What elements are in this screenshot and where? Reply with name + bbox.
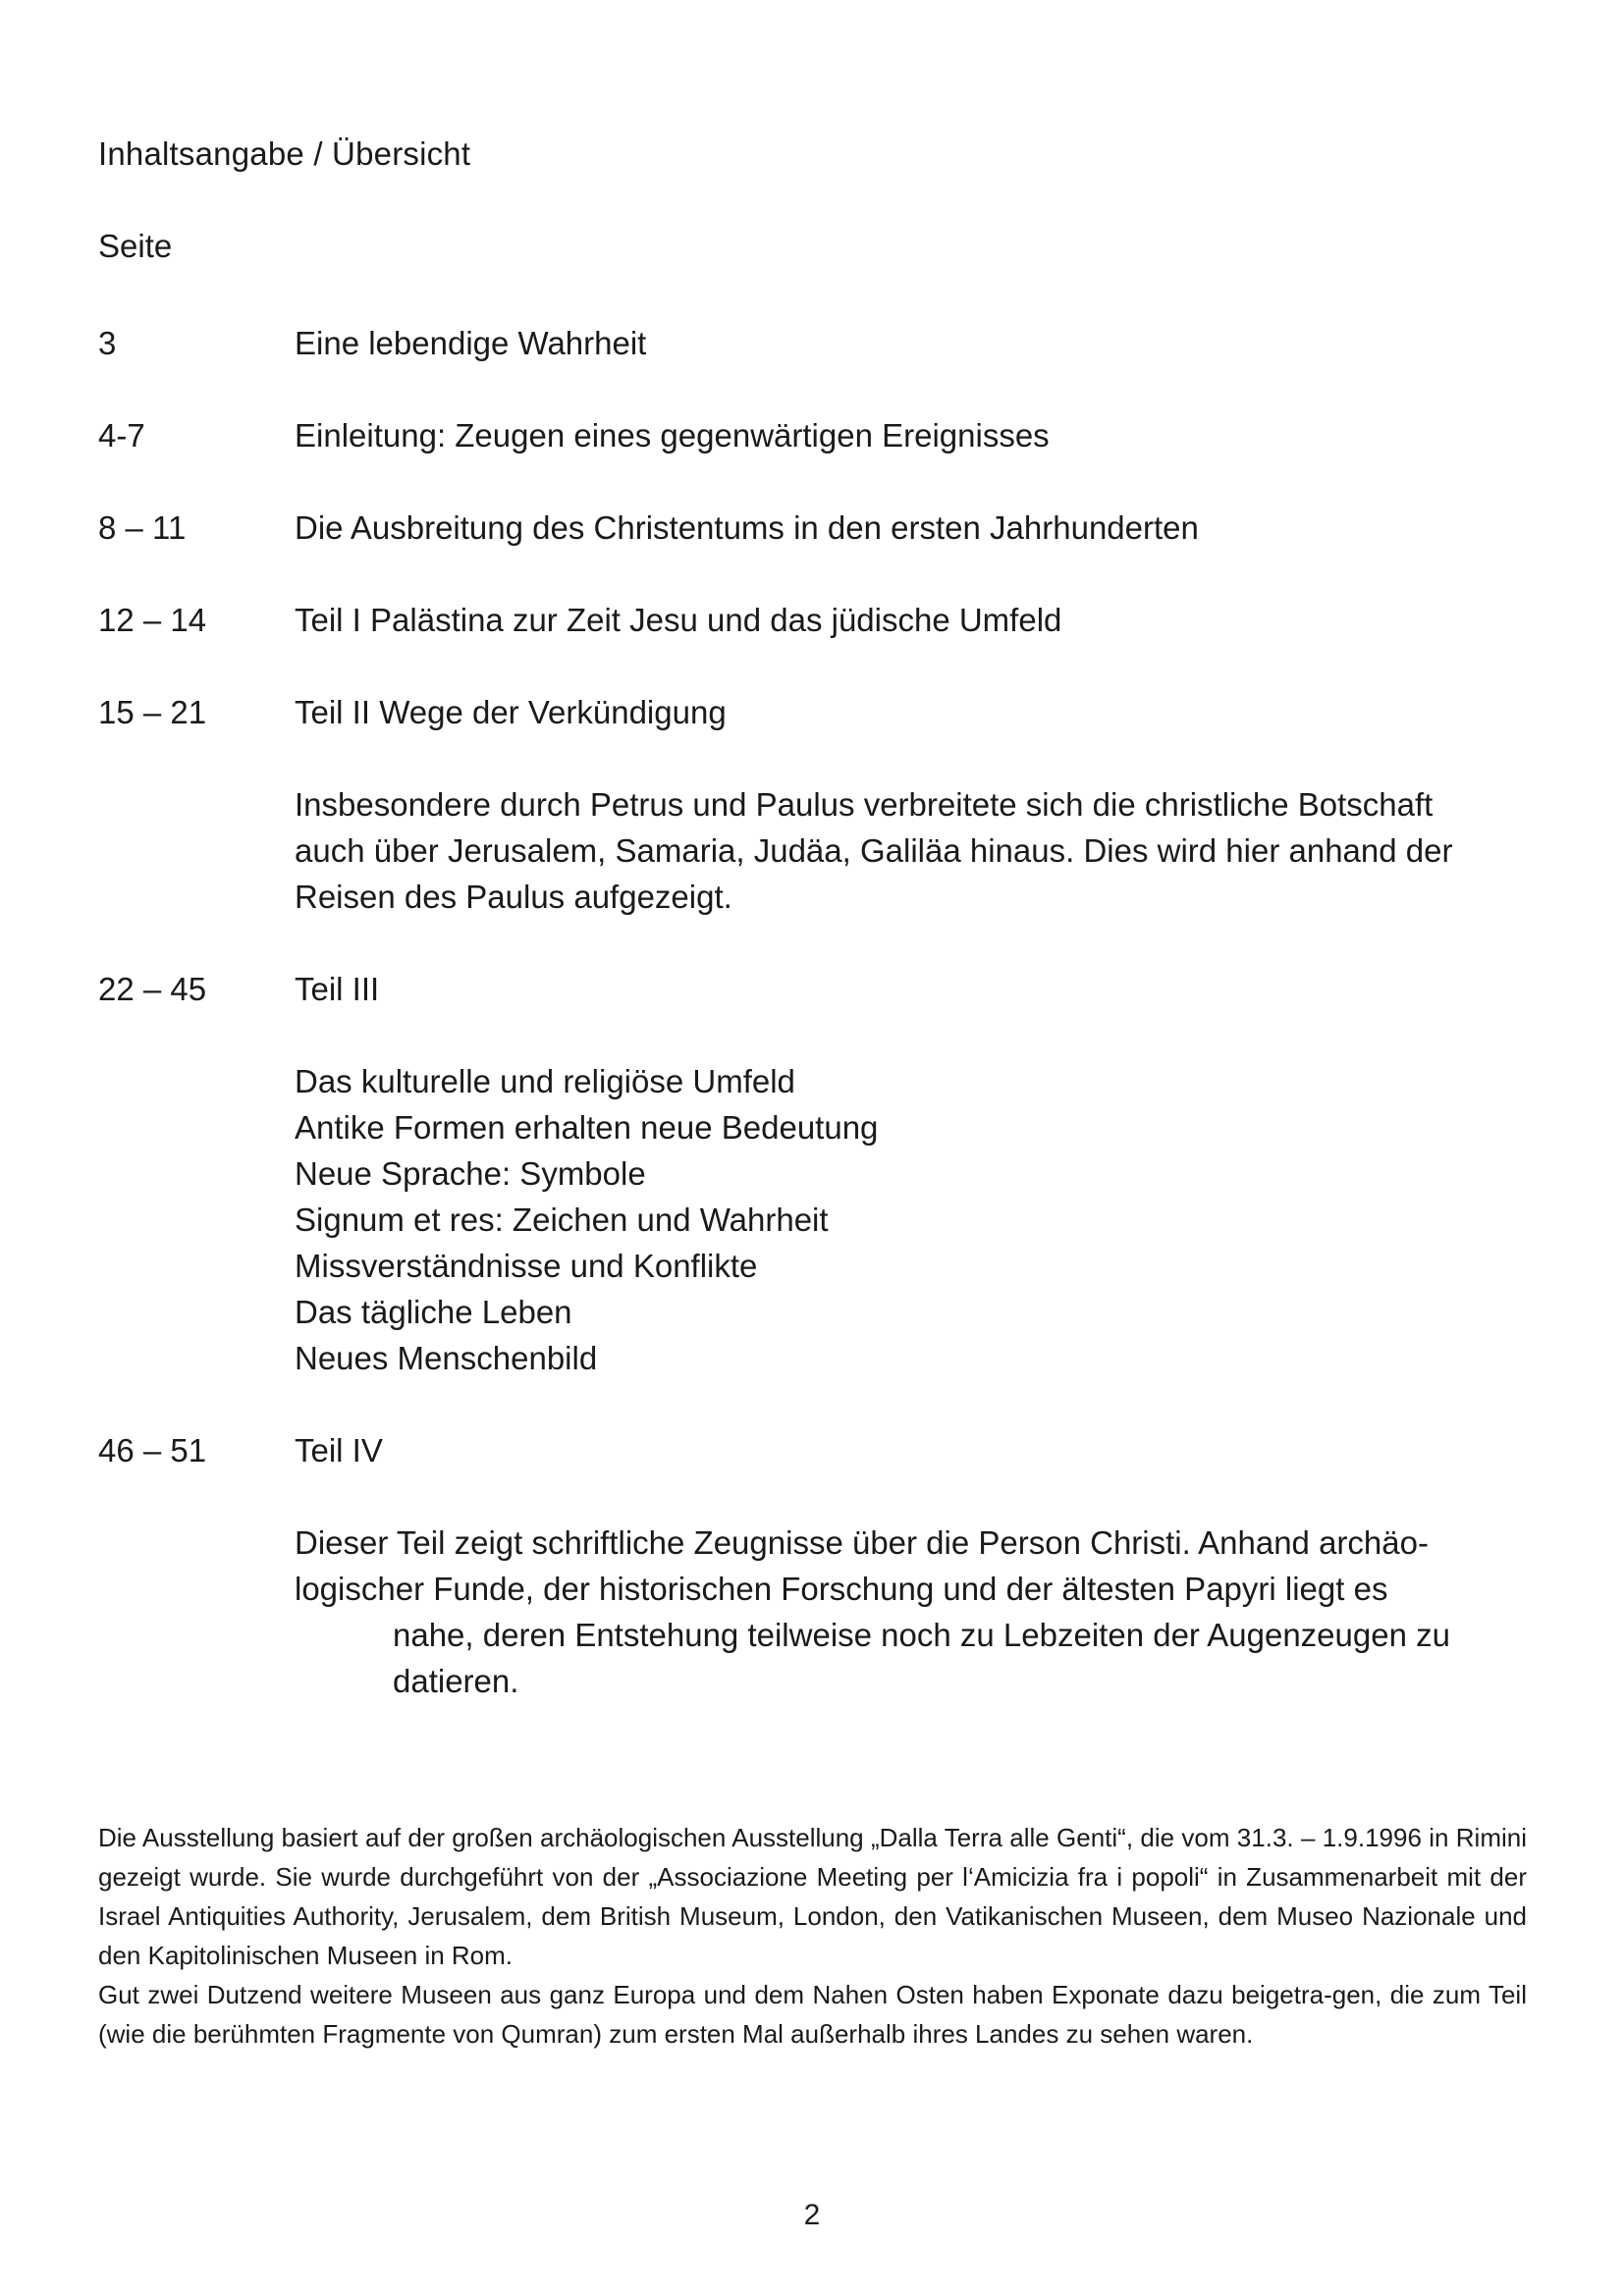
toc-subitem: Signum et res: Zeichen und Wahrheit <box>295 1201 829 1238</box>
toc-title: Einleitung: Zeugen eines gegenwärtigen Ereignisses <box>295 417 1050 454</box>
toc-subitem: Missverständnisse und Konflikte <box>295 1248 758 1284</box>
toc-entry <box>98 412 1532 458</box>
toc-page-range: 4-7 <box>98 417 145 454</box>
footer-paragraph: Die Ausstellung basiert auf der großen archäologischen Ausstellung „Dalla Terra alle Genti“, die vom 31.3. – 1.9.1996 in Rimini gezeigt wurde. Sie wurde durchgeführt von der „Associazione Meeting per l‘Amicizia fra i popoli“ in Zusammenarbeit mit der Israel Antiquities Authority, Jerusalem, dem British Museum, London, den Vatikanischen Museen, dem Museo Nazionale und den Kapitolinischen Museen in Rom. <box>98 1823 1527 1970</box>
toc-entry <box>98 320 1532 366</box>
toc-entry <box>98 597 1532 643</box>
toc-title: Eine lebendige Wahrheit <box>295 325 647 361</box>
toc-subitem: Das kulturelle und religiöse Umfeld <box>295 1063 795 1099</box>
description-line: datieren. <box>393 1663 519 1699</box>
toc-page-range: 8 – 11 <box>98 509 187 546</box>
toc-page-range: 3 <box>98 325 117 361</box>
toc-title: Die Ausbreitung des Christentums in den ersten Jahrhunderten <box>295 509 1199 546</box>
description-line: Insbesondere durch Petrus und Paulus verbreitete sich die christliche Botschaft <box>295 786 1434 823</box>
toc-page-range: 12 – 14 <box>98 602 207 638</box>
description-line: Reisen des Paulus aufgezeigt. <box>295 879 732 915</box>
toc-description <box>295 781 1532 920</box>
toc-subitem: Neue Sprache: Symbole <box>295 1155 646 1192</box>
toc-title: Teil IV <box>295 1432 383 1468</box>
toc-title: Teil II Wege der Verkündigung <box>295 694 727 730</box>
footer-note <box>98 1818 1527 2054</box>
toc-subitem: Antike Formen erhalten neue Bedeutung <box>295 1109 879 1146</box>
description-line: auch über Jerusalem, Samaria, Judäa, Galiläa hinaus. Dies wird hier anhand der <box>295 832 1453 869</box>
toc-entry <box>98 966 1532 1012</box>
page-column-label: Seite <box>98 228 173 264</box>
toc-title: Teil I Palästina zur Zeit Jesu und das jüdische Umfeld <box>295 602 1062 638</box>
toc-subitem: Das tägliche Leben <box>295 1294 572 1330</box>
description-line: nahe, deren Entstehung teilweise noch zu Lebzeiten der Augenzeugen zu <box>393 1617 1450 1653</box>
toc-subitem: Neues Menschenbild <box>295 1340 598 1376</box>
toc-page-range: 22 – 45 <box>98 971 207 1007</box>
toc-subitems <box>295 1058 1532 1381</box>
toc-page-range: 46 – 51 <box>98 1432 207 1468</box>
toc-entry <box>98 689 1532 735</box>
page-heading: Inhaltsangabe / Übersicht <box>98 135 471 172</box>
description-line: logischer Funde, der historischen Forschung und der ältesten Papyri liegt es <box>295 1571 1388 1607</box>
description-line: Dieser Teil zeigt schriftliche Zeugnisse über die Person Christi. Anhand archäo- <box>295 1524 1429 1561</box>
toc-page-range: 15 – 21 <box>98 694 207 730</box>
toc-description <box>295 1520 1532 1704</box>
table-of-contents <box>98 320 1532 1704</box>
page-number: 2 <box>803 2199 821 2231</box>
toc-entry <box>98 1427 1532 1473</box>
toc-title: Teil III <box>295 971 380 1007</box>
toc-entry <box>98 505 1532 551</box>
footer-paragraph: Gut zwei Dutzend weitere Museen aus ganz Europa und dem Nahen Osten haben Exponate dazu beigetra-gen, die zum Teil (wie die berühmten Fragmente von Qumran) zum ersten Mal außerhalb ihres Landes zu sehen waren. <box>98 1980 1527 2049</box>
